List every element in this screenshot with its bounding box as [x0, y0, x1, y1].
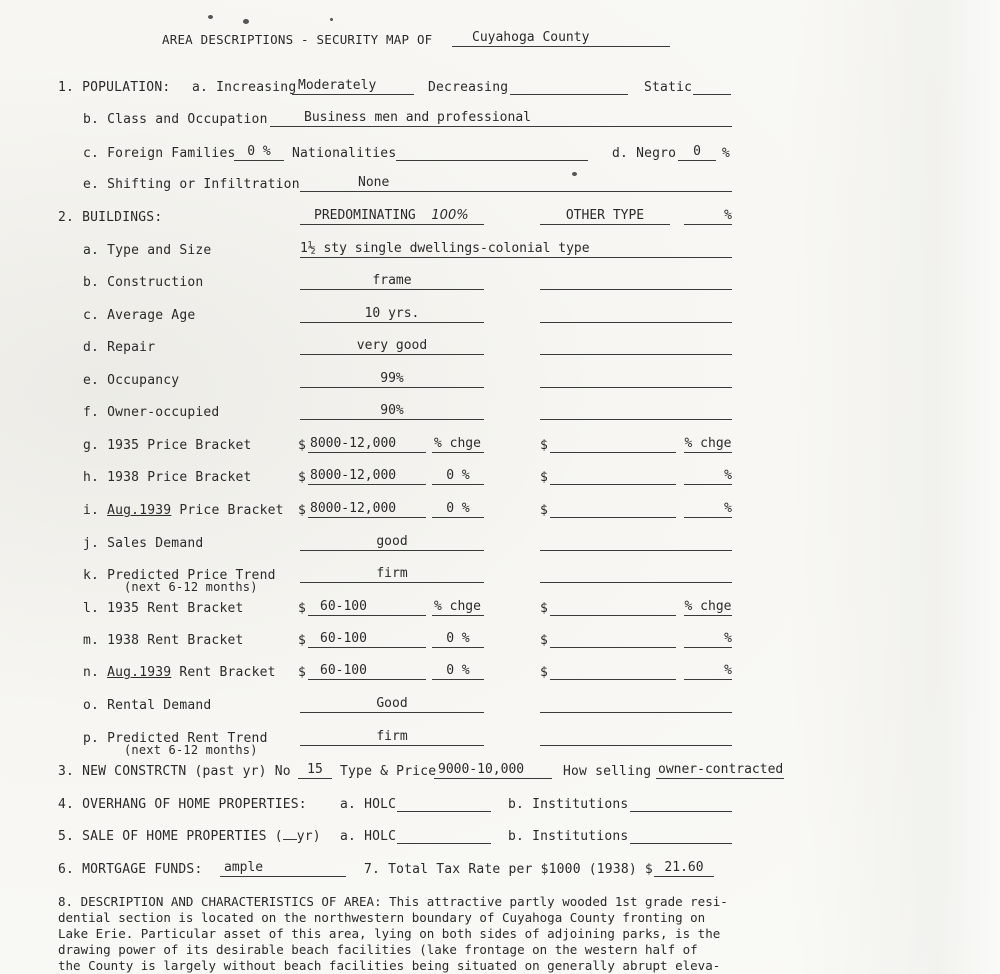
occupancy-label: e. Occupancy	[83, 373, 180, 388]
ink-speck	[208, 15, 213, 19]
dollar-sign: $	[298, 503, 307, 518]
increasing-label: a. Increasing	[192, 80, 297, 95]
price-1938-field: 8000-12,000	[308, 470, 426, 485]
nationalities-field	[396, 146, 588, 161]
county-field: Cuyahoga County	[452, 32, 670, 47]
average-age-field: 10 yrs.	[300, 308, 484, 323]
rent-1938-change: 0 %	[432, 633, 484, 648]
type-size-field: 1½ sty single dwellings-colonial type	[300, 243, 732, 258]
static-label: Static	[644, 80, 693, 95]
rent-1938-other-field	[550, 633, 676, 648]
new-construction-label: 3. NEW CONSTRCTN (past yr) No	[58, 764, 291, 779]
other-type-header: OTHER TYPE	[540, 210, 670, 225]
sale-holc-label: a. HOLC	[340, 829, 397, 844]
rent-1935-other-change: % chge	[684, 599, 732, 614]
price-1935-label: g. 1935 Price Bracket	[83, 438, 252, 453]
dollar-sign: $	[540, 633, 549, 648]
rental-demand-field: Good	[300, 698, 484, 713]
rental-demand-other-field	[540, 698, 732, 713]
repair-field: very good	[300, 340, 484, 355]
sale-institutions-field	[630, 829, 732, 844]
description-line: drawing power of its desirable beach facilities (lake frontage on the western half of	[58, 942, 698, 957]
price-1939-other-field	[550, 503, 676, 518]
dollar-sign: $	[540, 438, 549, 453]
predicted-rent-other-field	[540, 731, 732, 746]
ink-speck	[243, 19, 249, 24]
price-1938-other-change: %	[684, 470, 732, 485]
predicted-price-other-field	[540, 568, 732, 583]
class-occupation-field: Business men and professional	[270, 112, 732, 127]
foreign-families-label: c. Foreign Families	[83, 146, 236, 161]
shifting-label: e. Shifting or Infiltration	[83, 177, 300, 192]
other-type-pct: %	[684, 210, 732, 225]
price-1939-field: 8000-12,000	[308, 503, 426, 518]
sales-demand-label: j. Sales Demand	[83, 536, 204, 551]
sale-institutions-label: b. Institutions	[508, 829, 629, 844]
rent-1939-label: n. Aug.1939 Rent Bracket	[83, 665, 276, 680]
rent-1939-change: 0 %	[432, 665, 484, 680]
predicted-price-field: firm	[300, 568, 484, 583]
owner-occupied-field: 90%	[300, 405, 484, 420]
population-label: 1. POPULATION:	[58, 80, 171, 95]
rent-1935-other-field	[550, 601, 676, 616]
rent-1939-other-field	[550, 665, 676, 680]
owner-occupied-other-field	[540, 405, 732, 420]
overhang-label: 4. OVERHANG OF HOME PROPERTIES:	[58, 797, 307, 812]
price-1938-label: h. 1938 Price Bracket	[83, 470, 252, 485]
how-selling-label: How selling	[563, 764, 652, 779]
nationalities-label: Nationalities	[292, 146, 397, 161]
overhang-holc-label: a. HOLC	[340, 797, 397, 812]
overhang-holc-field	[397, 797, 491, 812]
type-price-label: Type & Price	[340, 764, 437, 779]
foreign-families-field: 0 %	[234, 146, 284, 161]
dollar-sign: $	[298, 438, 307, 453]
rent-1939-field: 60-100	[308, 665, 426, 680]
how-selling-field: owner-contracted	[658, 762, 784, 777]
dollar-sign: $	[540, 503, 549, 518]
dollar-sign: $	[540, 470, 549, 485]
mortgage-funds-field: ample	[220, 862, 346, 877]
price-1939-label: i. Aug.1939 Price Bracket	[83, 503, 284, 518]
negro-field: 0	[678, 146, 716, 161]
class-occupation-label: b. Class and Occupation	[83, 112, 268, 127]
price-1938-other-field	[550, 470, 676, 485]
predicted-price-label: k. Predicted Price Trend	[83, 568, 276, 583]
overhang-institutions-label: b. Institutions	[508, 797, 629, 812]
rent-1935-label: l. 1935 Rent Bracket	[83, 601, 244, 616]
rent-1938-field: 60-100	[308, 633, 426, 648]
sales-demand-other-field	[540, 536, 732, 551]
occupancy-field: 99%	[300, 373, 484, 388]
predicted-rent-field: firm	[300, 731, 484, 746]
average-age-other-field	[540, 308, 732, 323]
occupancy-other-field	[540, 373, 732, 388]
rent-1935-change: % chge	[432, 601, 484, 616]
construction-other-field	[540, 275, 732, 290]
page-edge-shading	[790, 0, 1000, 974]
dollar-sign: $	[540, 665, 549, 680]
new-construction-number: 15	[298, 764, 332, 779]
repair-other-field	[540, 340, 732, 355]
decreasing-label: Decreasing	[428, 80, 509, 95]
price-1935-field: 8000-12,000	[308, 438, 426, 453]
construction-field: frame	[300, 275, 484, 290]
overhang-institutions-field	[630, 797, 732, 812]
static-field	[693, 80, 731, 95]
construction-label: b. Construction	[83, 275, 204, 290]
tax-rate-label: 7. Total Tax Rate per $1000 (1938) $	[364, 862, 653, 877]
average-age-label: c. Average Age	[83, 308, 196, 323]
owner-occupied-label: f. Owner-occupied	[83, 405, 220, 420]
rent-1938-other-change: %	[684, 633, 732, 648]
increasing-field: Moderately	[292, 80, 414, 95]
price-1938-change: 0 %	[432, 470, 484, 485]
predominating-header: PREDOMINATING 100%	[300, 210, 484, 225]
price-1935-change: % chge	[432, 438, 484, 453]
price-1939-change: 0 %	[432, 503, 484, 518]
predicted-rent-sublabel: (next 6-12 months)	[124, 743, 258, 757]
ink-speck	[330, 18, 333, 21]
buildings-label: 2. BUILDINGS:	[58, 210, 163, 225]
description-line: the County is largely without beach facilities being situated on generally abrupt eleva-	[58, 958, 721, 973]
description-line: Lake Erie. Particular asset of this area, lying on both sides of adjoining parks, is the	[58, 926, 721, 941]
tax-rate-field: 21.60	[654, 862, 714, 877]
shifting-field: None	[300, 177, 732, 192]
rent-1938-label: m. 1938 Rent Bracket	[83, 633, 244, 648]
rental-demand-label: o. Rental Demand	[83, 698, 212, 713]
decreasing-field	[510, 80, 628, 95]
type-size-label: a. Type and Size	[83, 243, 212, 258]
sale-holc-field	[397, 829, 491, 844]
dollar-sign: $	[298, 665, 307, 680]
negro-label: d. Negro	[612, 146, 677, 161]
price-1939-other-change: %	[684, 503, 732, 518]
dollar-sign: $	[540, 601, 549, 616]
description-line: dential section is located on the northwestern boundary of Cuyahoga County fronting on	[58, 910, 706, 925]
price-1935-other-field	[550, 438, 676, 453]
repair-label: d. Repair	[83, 340, 156, 355]
dollar-sign: $	[298, 470, 307, 485]
mortgage-funds-label: 6. MORTGAGE FUNDS:	[58, 862, 203, 877]
negro-pct: %	[722, 146, 731, 161]
predicted-price-sublabel: (next 6-12 months)	[124, 580, 258, 594]
form-title: AREA DESCRIPTIONS - SECURITY MAP OF	[162, 32, 433, 47]
dollar-sign: $	[298, 633, 307, 648]
sale-label: 5. SALE OF HOME PROPERTIES ( yr)	[58, 829, 321, 844]
predicted-rent-label: p. Predicted Rent Trend	[83, 731, 268, 746]
sales-demand-field: good	[300, 536, 484, 551]
type-price-field: 9000-10,000	[434, 764, 552, 779]
description-line: 8. DESCRIPTION AND CHARACTERISTICS OF AREA: This attractive partly wooded 1st grade resi-	[58, 894, 728, 909]
rent-1939-other-change: %	[684, 665, 732, 680]
rent-1935-field: 60-100	[308, 601, 426, 616]
price-1935-other-change: % chge	[684, 436, 732, 451]
dollar-sign: $	[298, 601, 307, 616]
